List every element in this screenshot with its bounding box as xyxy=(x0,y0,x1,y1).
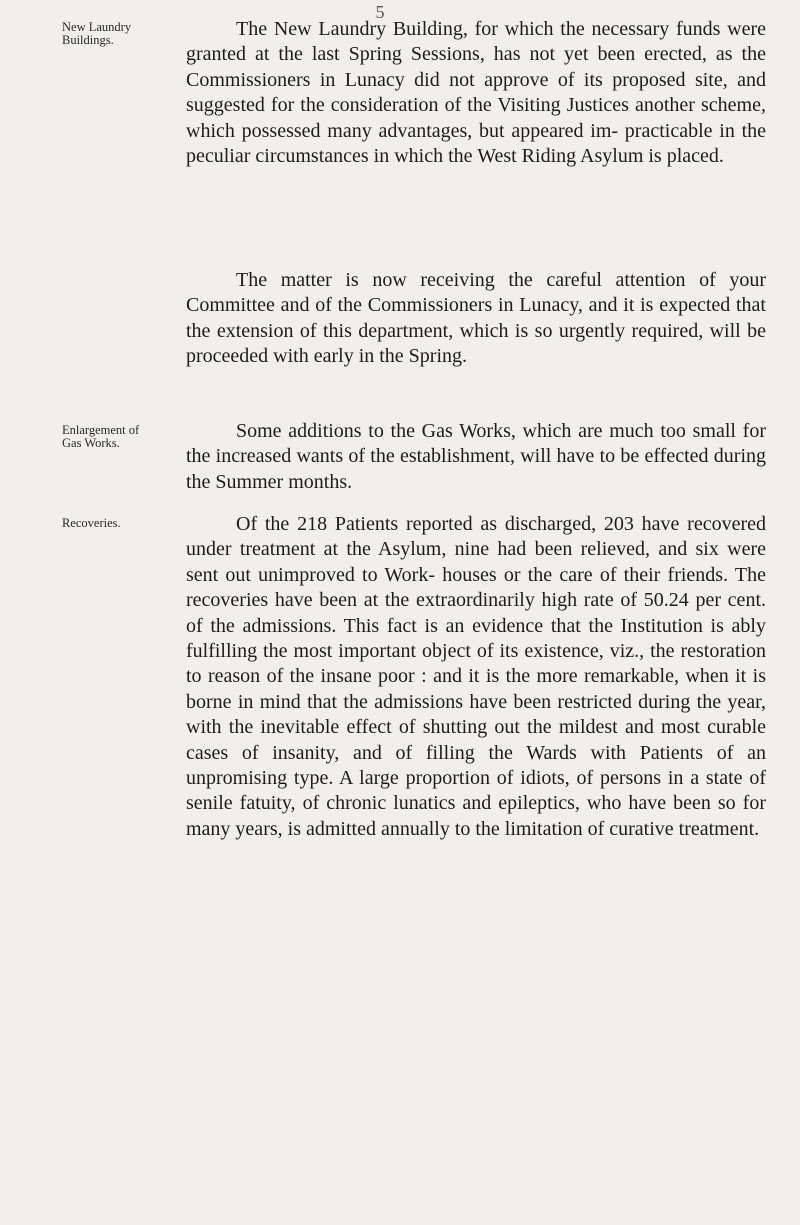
paragraph-gas-works: Some additions to the Gas Works, which are much too small for the increased wants of the establishment, will have to be effected during the Summer months. xyxy=(186,420,766,493)
margin-note-gas-works: Enlargement of Gas Works. xyxy=(62,423,140,450)
paragraph-recoveries: Of the 218 Patients reported as discharged, 203 have recovered under treatment at the Asylum, nine had been relieved, and six were sent out unimproved to Work- houses or the care of their friends. The recoveries have been at the extraordinarily high rate of 50.24 per cent. of the admissions. This fact is an evidence that the Institution is ably fulfilling the most important object of its existence, viz., the restoration to reason of the insane poor : and it is the more remarkable, when it is borne in mind that the admissions have been restricted during the year, with the inevitable effect of shutting out the mildest and most curable cases of insanity, and of filling the Wards with Patients of an unpromising type. A large proportion of idiots, of persons in a state of senile fatuity, of chronic lunatics and epileptics, who have been so for many years, is admitted annually to the limitation of curative treatment. xyxy=(186,513,766,840)
paragraph-committee: The matter is now receiving the careful attention of your Committee and of the Commissioners in Lunacy, and it is expected that the extension of this department, which is so urgently required, will be proceeded with early in the Spring. xyxy=(186,269,766,368)
margin-note-laundry: New Laundry Buildings. xyxy=(62,20,132,47)
page-number: 5 xyxy=(375,2,385,22)
paragraph-laundry: The New Laundry Building, for which the necessary funds were granted at the last Spring Sessions, has not yet been erected, as the Commissioners in Lunacy did not approve of its proposed site, and suggested for the consideration of the Visiting Justices another scheme, which possessed many advantages, but appeared im- practicable in the peculiar circumstances in which the West Riding Asylum is placed. xyxy=(186,18,766,168)
margin-note-recoveries: Recoveries. xyxy=(62,516,121,530)
